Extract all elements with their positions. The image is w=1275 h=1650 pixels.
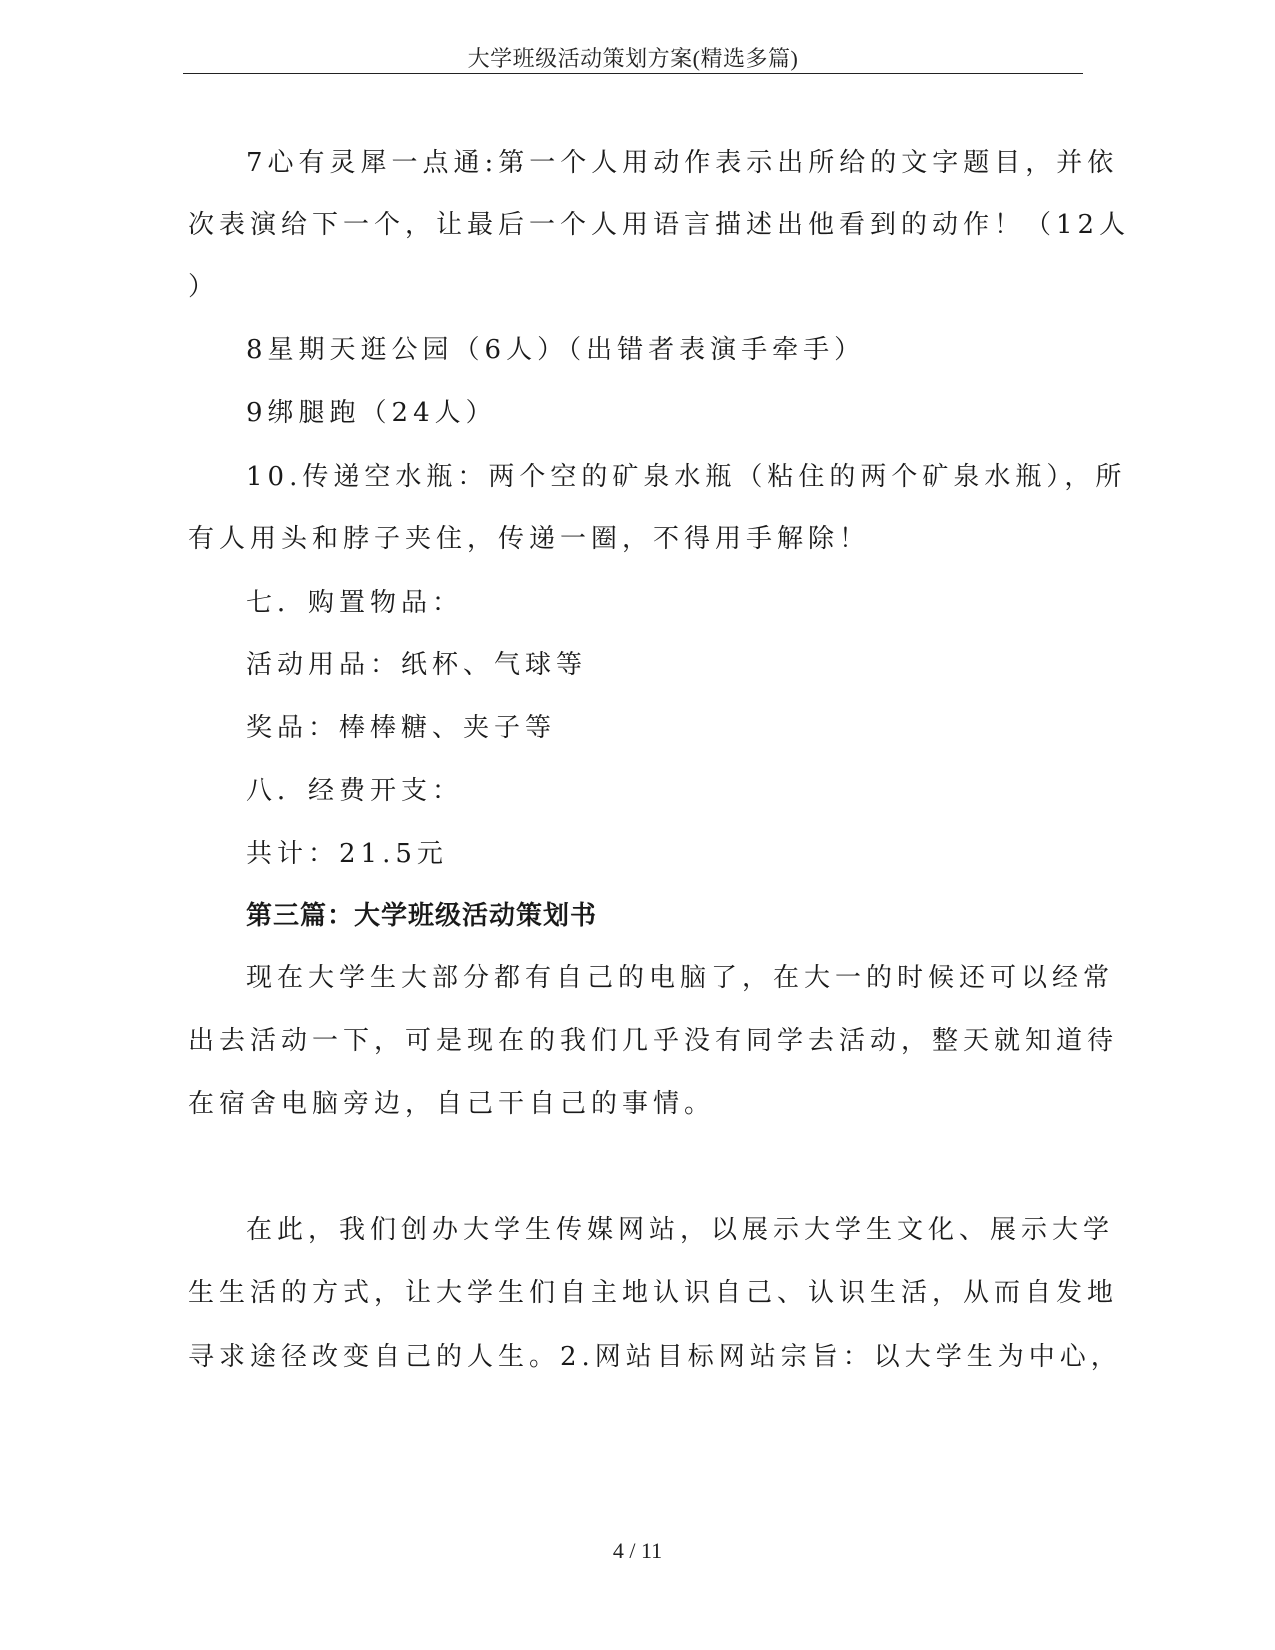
header-divider — [183, 73, 1083, 74]
body-line: 有人用头和脖子夹住，传递一圈，不得用手解除！ — [188, 524, 871, 554]
body-line: 次表演给下一个，让最后一个人用语言描述出他看到的动作！（12人 — [188, 210, 1131, 240]
paragraph-line: 现在大学生大部分都有自己的电脑了，在大一的时候还可以经常 — [246, 963, 1115, 993]
paragraph-line: 在此，我们创办大学生传媒网站，以展示大学生文化、展示大学 — [246, 1215, 1115, 1245]
body-line: 7心有灵犀一点通:第一个人用动作表示出所给的文字题目，并依 — [246, 148, 1119, 178]
paragraph-line: 寻求途径改变自己的人生。2.网站目标网站宗旨：以大学生为中心， — [188, 1342, 1122, 1372]
section-label: 八．经费开支： — [246, 776, 464, 806]
body-line: ） — [188, 272, 220, 302]
document-header-title: 大学班级活动策划方案(精选多篇) — [467, 46, 799, 71]
paragraph-line: 出去活动一下，可是现在的我们几乎没有同学去活动，整天就知道待 — [188, 1026, 1119, 1056]
section-heading: 第三篇：大学班级活动策划书 — [246, 901, 598, 931]
body-line: 9绑腿跑（24人） — [246, 398, 497, 428]
paragraph-line: 在宿舍电脑旁边，自己干自己的事情。 — [188, 1089, 716, 1119]
page-number: 4 / 11 — [612, 1538, 663, 1563]
section-label: 七．购置物品： — [246, 588, 464, 618]
body-line: 活动用品：纸杯、气球等 — [246, 650, 588, 680]
body-line: 共计：21.5元 — [246, 839, 448, 869]
body-line: 8星期天逛公园（6人）（出错者表演手牵手） — [246, 335, 866, 365]
body-line: 奖品：棒棒糖、夹子等 — [246, 713, 557, 743]
paragraph-line: 生生活的方式，让大学生们自主地认识自己、认识生活，从而自发地 — [188, 1278, 1119, 1308]
body-line: 10.传递空水瓶：两个空的矿泉水瓶（粘住的两个矿泉水瓶），所 — [246, 462, 1127, 492]
